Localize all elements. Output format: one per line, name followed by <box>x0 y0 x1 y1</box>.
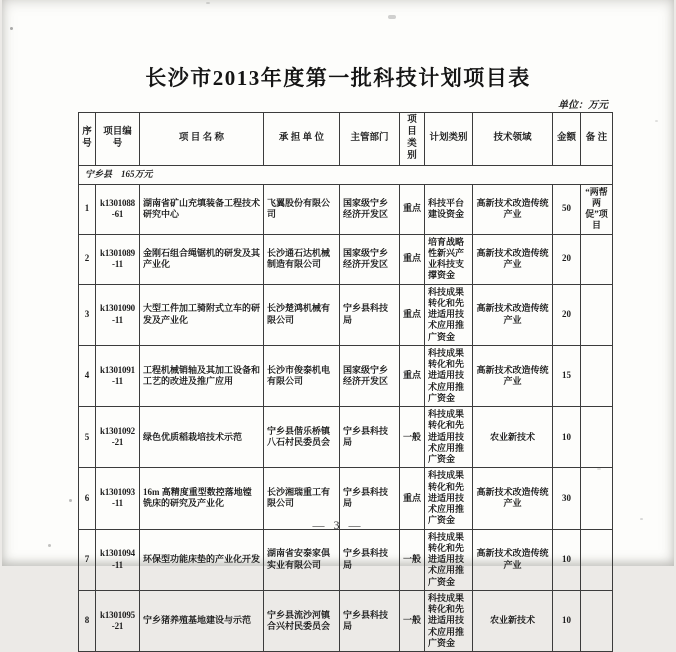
cell-code: k1301092-21 <box>96 407 140 468</box>
cell-unit: 飞翼股份有限公司 <box>264 184 340 234</box>
cell-field: 高新技术改造传统产业 <box>473 529 553 590</box>
cell-dept: 宁乡县科技局 <box>340 284 400 345</box>
cell-name: 环保型功能床垫的产业化开发 <box>140 529 264 590</box>
cell-plan: 科技成果转化和先进适用技术应用推广资金 <box>425 468 473 529</box>
cell-dept: 宁乡县科技局 <box>340 407 400 468</box>
table-row <box>79 345 613 406</box>
cell-seq: 3 <box>79 284 96 345</box>
page-number: — 3 — <box>312 518 364 532</box>
scan-speck <box>48 544 51 547</box>
cell-dept: 国家级宁乡经济开发区 <box>340 234 400 284</box>
cell-code: k1301093-11 <box>96 468 140 529</box>
cell-note <box>581 529 613 590</box>
cell-category: 一般 <box>400 407 425 468</box>
section-label: 宁乡县 165万元 <box>79 165 613 184</box>
header-dept: 主管部门 <box>340 113 400 166</box>
cell-dept: 国家级宁乡经济开发区 <box>340 345 400 406</box>
cell-amount: 30 <box>553 468 581 529</box>
scan-speck <box>655 120 658 122</box>
cell-field: 农业新技术 <box>473 590 553 651</box>
header-seq: 序号 <box>79 113 96 166</box>
header-name: 项 目 名 称 <box>140 113 264 166</box>
table-row <box>79 284 613 345</box>
cell-category: 重点 <box>400 234 425 284</box>
cell-amount: 20 <box>553 234 581 284</box>
cell-code: k1301089-11 <box>96 234 140 284</box>
cell-category: 重点 <box>400 345 425 406</box>
cell-seq: 7 <box>79 529 96 590</box>
cell-dept: 国家级宁乡经济开发区 <box>340 184 400 234</box>
scan-speck <box>388 15 396 19</box>
cell-note: “两帮两促”项目 <box>581 184 613 234</box>
cell-name: 绿色优质稻栽培技术示范 <box>140 407 264 468</box>
scan-speck <box>10 27 13 30</box>
header-unit: 承 担 单 位 <box>264 113 340 166</box>
scan-speck <box>206 2 210 4</box>
cell-unit: 湖南省安泰家俱实业有限公司 <box>264 529 340 590</box>
cell-amount: 10 <box>553 529 581 590</box>
table-row <box>79 407 613 468</box>
header-amount: 金额 <box>553 113 581 166</box>
cell-note <box>581 407 613 468</box>
table-row <box>79 184 613 234</box>
project-table <box>78 112 613 652</box>
cell-seq: 6 <box>79 468 96 529</box>
cell-code: k1301091-11 <box>96 345 140 406</box>
cell-field: 高新技术改造传统产业 <box>473 468 553 529</box>
cell-category: 重点 <box>400 284 425 345</box>
cell-plan: 科技平台建设资金 <box>425 184 473 234</box>
table-body <box>79 165 613 652</box>
cell-dept: 宁乡县科技局 <box>340 468 400 529</box>
cell-note <box>581 234 613 284</box>
page-title: 长沙市2013年度第一批科技计划项目表 <box>145 66 531 90</box>
table-row <box>79 234 613 284</box>
cell-amount: 15 <box>553 345 581 406</box>
scan-speck <box>69 499 72 502</box>
cell-plan: 科技成果转化和先进适用技术应用推广资金 <box>425 407 473 468</box>
header-plan: 计划类别 <box>425 113 473 166</box>
cell-plan: 科技成果转化和先进适用技术应用推广资金 <box>425 590 473 651</box>
unit-note: 单位：万元 <box>558 100 608 111</box>
cell-dept: 宁乡县科技局 <box>340 529 400 590</box>
cell-name: 大型工件加工骑附式立车的研发及产业化 <box>140 284 264 345</box>
cell-amount: 50 <box>553 184 581 234</box>
cell-category: 一般 <box>400 590 425 651</box>
cell-unit: 宁乡县流沙河镇合兴村民委员会 <box>264 590 340 651</box>
cell-field: 农业新技术 <box>473 407 553 468</box>
cell-plan: 培育战略性新兴产业科技支撑资金 <box>425 234 473 284</box>
cell-unit: 长沙通石达机械制造有限公司 <box>264 234 340 284</box>
cell-note <box>581 284 613 345</box>
cell-category: 重点 <box>400 468 425 529</box>
cell-code: k1301090-11 <box>96 284 140 345</box>
cell-category: 重点 <box>400 184 425 234</box>
cell-note <box>581 590 613 651</box>
cell-unit: 宁乡县偕乐桥镇八石村民委员会 <box>264 407 340 468</box>
table-row <box>79 590 613 651</box>
cell-plan: 科技成果转化和先进适用技术应用推广资金 <box>425 345 473 406</box>
cell-seq: 1 <box>79 184 96 234</box>
cell-code: k1301088-61 <box>96 184 140 234</box>
cell-name: 湖南省矿山充填装备工程技术研究中心 <box>140 184 264 234</box>
cell-seq: 8 <box>79 590 96 651</box>
cell-plan: 科技成果转化和先进适用技术应用推广资金 <box>425 284 473 345</box>
cell-name: 金刚石组合绳锯机的研发及其产业化 <box>140 234 264 284</box>
cell-field: 高新技术改造传统产业 <box>473 184 553 234</box>
cell-name: 工程机械销轴及其加工设备和工艺的改进及推广应用 <box>140 345 264 406</box>
table-row <box>79 529 613 590</box>
cell-dept: 宁乡县科技局 <box>340 590 400 651</box>
header-category: 项目类别 <box>400 113 425 166</box>
cell-plan: 科技成果转化和先进适用技术应用推广资金 <box>425 529 473 590</box>
cell-amount: 10 <box>553 407 581 468</box>
cell-field: 高新技术改造传统产业 <box>473 284 553 345</box>
cell-note <box>581 345 613 406</box>
cell-code: k1301095-21 <box>96 590 140 651</box>
table-header <box>79 113 613 166</box>
cell-code: k1301094-11 <box>96 529 140 590</box>
cell-category: 一般 <box>400 529 425 590</box>
header-note: 备 注 <box>581 113 613 166</box>
header-row <box>79 113 613 166</box>
cell-seq: 5 <box>79 407 96 468</box>
header-field: 技术领域 <box>473 113 553 166</box>
cell-unit: 长沙市俊泰机电有限公司 <box>264 345 340 406</box>
cell-name: 宁乡猪养殖基地建设与示范 <box>140 590 264 651</box>
cell-seq: 4 <box>79 345 96 406</box>
cell-field: 高新技术改造传统产业 <box>473 345 553 406</box>
section-row <box>79 165 613 184</box>
header-code: 项目编号 <box>96 113 140 166</box>
cell-amount: 20 <box>553 284 581 345</box>
cell-unit: 长沙楚鸿机械有限公司 <box>264 284 340 345</box>
cell-name: 16m 高精度重型数控落地镗铣床的研究及产业化 <box>140 468 264 529</box>
cell-unit: 长沙湘瑞重工有限公司 <box>264 468 340 529</box>
cell-amount: 10 <box>553 590 581 651</box>
cell-seq: 2 <box>79 234 96 284</box>
cell-field: 高新技术改造传统产业 <box>473 234 553 284</box>
